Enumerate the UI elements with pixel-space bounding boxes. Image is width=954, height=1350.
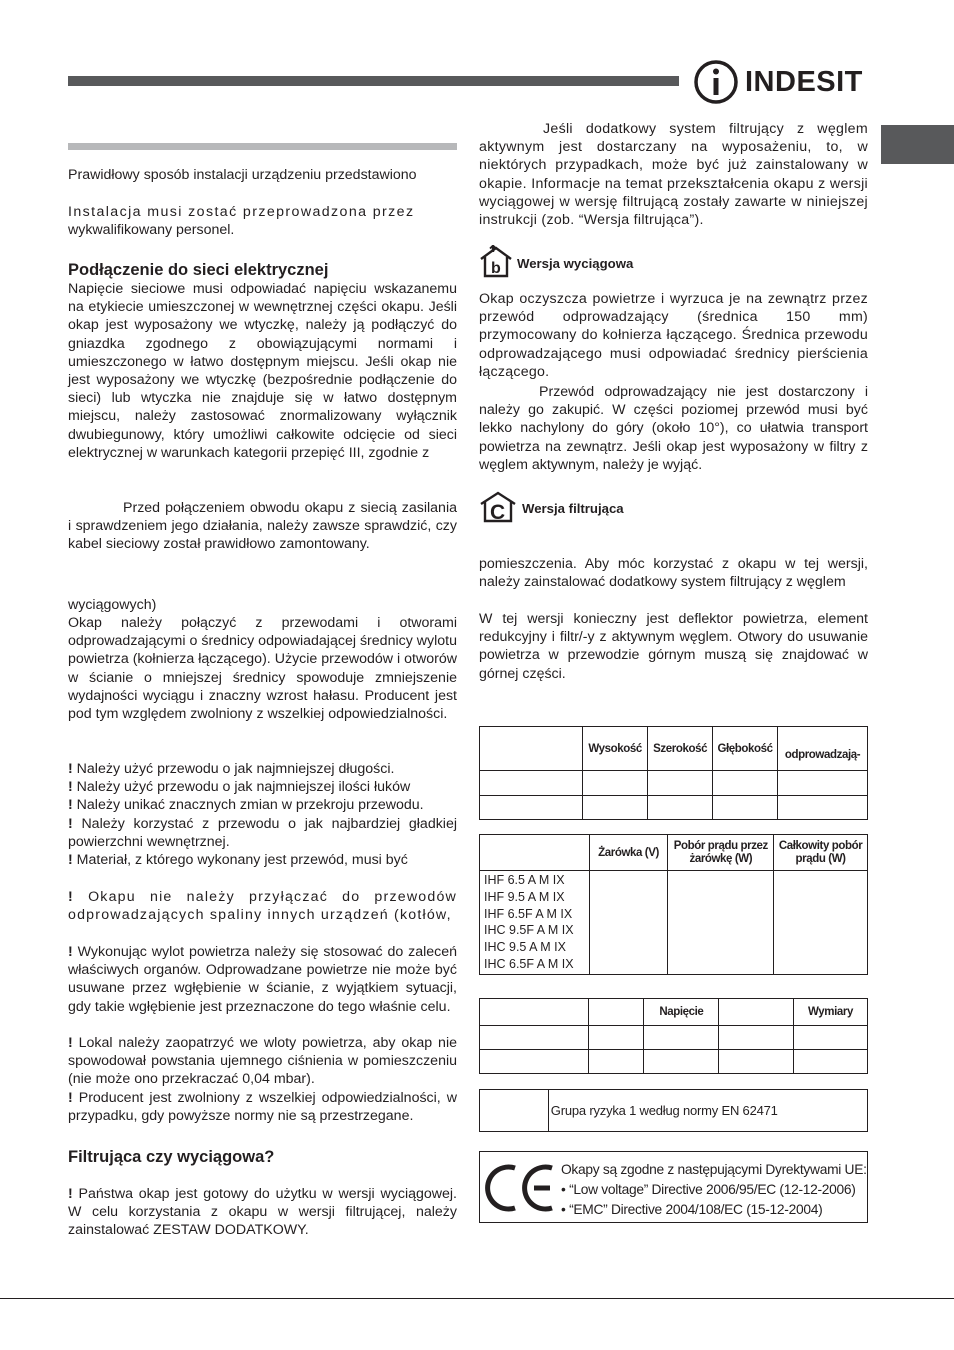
model-name: IHF 6.5F A M IX <box>484 906 573 921</box>
table-header-cell: Wymiary <box>794 999 868 1026</box>
carbon-filter-intro: Jeśli dodatkowy system filtrujący z węglem aktywnym jest dostarczany na wyposażeniu, to, w niektórych przypadkach, może być już zainstalowany w okapie. Informacje na temat przekształcenia okapu z wersji wyciągowej w wersję filtrującą zostały zawarte w niniejszej instrukcji (zob. “Wersja filtrująca”). <box>479 121 868 229</box>
ce-mark-icon <box>484 1162 556 1214</box>
indesit-logo-icon <box>693 59 739 105</box>
intro-text: Prawidłowy sposób instalacji urządzeniu przedstawiono <box>68 167 417 183</box>
table-header-cell: Pobór prądu przez żarówkę (W) <box>668 835 774 871</box>
ce-text <box>561 1160 867 1220</box>
filter-question-text: ! Państwa okap jest gotowy do użytku w wersji wyciągowej. W celu korzystania z okapu w wersji filtrującej, należy zainstalować ZESTAW DODATKOWY. <box>68 1186 457 1239</box>
table-row <box>480 1090 868 1132</box>
ce-directive: • “Low voltage” Directive 2006/95/EC (12-12-2006) <box>561 1182 856 1197</box>
ce-directive: • “EMC” Directive 2004/108/EC (15-12-2004) <box>561 1202 823 1217</box>
model-name: IHF 6.5 A M IX <box>484 873 565 887</box>
voltage-table <box>479 998 868 1074</box>
table-header-cell: Głębokość <box>713 727 778 771</box>
list-item: ! Należy unikać znacznych zmian w przekroju przewodu. <box>68 797 424 814</box>
list-item: ! Materiał, z którego wykonany jest przewód, musi być <box>68 852 408 869</box>
table-header-cell <box>588 999 644 1026</box>
table-header-row <box>480 835 868 871</box>
table-row <box>480 871 868 975</box>
installation-note-1: Instalacja musi zostać przeprowadzona przez <box>68 204 415 220</box>
model-name: IHF 9.5 A M IX <box>484 889 565 904</box>
brand-name: INDESIT <box>745 65 863 98</box>
list-item: ! Należy korzystać z przewodu o jak najbardziej gładkiej powierzchni wewnętrznej. <box>68 815 457 850</box>
table-row <box>480 796 868 820</box>
header-bar <box>68 76 679 86</box>
filtering-version-title: Wersja filtrująca <box>522 501 624 516</box>
table-header-cell <box>480 835 590 871</box>
brand-logo <box>693 58 871 106</box>
table-header-cell <box>480 999 589 1026</box>
exhaust-bullets <box>68 760 457 869</box>
list-item: ! Należy użyć przewodu o jak najmniejszej ilości łuków <box>68 779 411 796</box>
table-row <box>480 771 868 796</box>
table-header-cell: Szerokość <box>648 727 713 771</box>
table-row <box>480 1050 868 1074</box>
ce-declaration <box>479 1151 868 1223</box>
section-title-bar <box>68 143 457 150</box>
table-header-cell: Całkowity pobór prądu (W) <box>774 835 868 871</box>
table-header-row <box>480 999 868 1026</box>
warning-regulations: ! Wykonując wylot powietrza należy się stosować do zaleceń właściwych organów. Odprowadzane powietrze nie może być usuwane przez wgłębienie w ścianie, z wyjątkiem sytuacji, gdy takie wgłębienie jest przeznaczone do tego właśnie celu. <box>68 944 457 1015</box>
model-name: IHC 9.5 A M IX <box>484 940 566 955</box>
ce-intro: Okapy są zgodne z następującymi Dyrektywami UE: <box>561 1162 867 1177</box>
filtering-version-icon <box>479 490 517 524</box>
electrical-check-text: Przed połączeniem obwodu okapu z siecią zasilania i sprawdzeniem jego działania, należy zawsze sprawdzić, czy kabel sieciowy został prawidłowo zamontowany. <box>68 500 457 553</box>
lamp-table <box>479 834 868 975</box>
list-item: ! Należy użyć przewodu o jak najmniejszej długości. <box>68 761 395 777</box>
table-row <box>480 1026 868 1050</box>
risk-group-text: Grupa ryzyka 1 według normy EN 62471 <box>548 1090 867 1132</box>
filter-question-heading: Filtrująca czy wyciągowa? <box>68 1148 275 1166</box>
footer-line <box>0 1298 954 1299</box>
table-header-cell: Wysokość <box>583 727 648 771</box>
extraction-version-icon <box>479 245 513 279</box>
svg-text:b: b <box>491 260 501 277</box>
electrical-heading: Podłączenie do sieci elektrycznej <box>68 261 329 279</box>
extraction-version-text-2: Przewód odprowadzający nie jest dostarczony i należy go zakupić. W części poziomej przewód musi być lekko nachylony do góry (około 10°), co ułatwia transport powietrza na zewnątrz. Jeśli okap jest wyposażony w filtry z węglem aktywnym, należy je wyjąć. <box>479 384 868 473</box>
warning-flue: ! Okapu nie należy przyłączać do przewodów odprowadzających spaliny innych urządzeń (kotłów, <box>68 889 457 924</box>
table-header-cell: Napięcie <box>644 999 719 1026</box>
extraction-version-text: Okap oczyszcza powietrze i wyrzuca je na zewnątrz przez przewód odprowadzający (średnica 150 mm) przymocowany do kołnierza łączącego. Średnica przewodu odprowadzającego musi odpowiadać średnicy pierścienia łączącego. <box>479 291 868 380</box>
filtering-version-text: pomieszczenia. Aby móc korzystać z okapu w tej wersji, należy zainstalować dodatkowy system filtrujący z węglem <box>479 556 868 591</box>
risk-group-table <box>479 1089 868 1132</box>
exhaust-text: Okap należy połączyć z przewodami i otworami odprowadzającymi o średnicy odpowiadającej średnicy wylotu powietrza (kołnierza łączącego). Użycie przewodów i otworów w ścianie o mniejszej średnicy spowoduje zmniejszenie wydajności wyciągu i znaczny wzrost hałasu. Producent jest pod tym względem zwolniony z wszelkiej odpowiedzialności. <box>68 615 457 723</box>
table-header-cell <box>480 727 583 771</box>
electrical-text: Napięcie sieciowe musi odpowiadać napięciu wskazanemu na etykiecie umieszczonej w wewnętrznej części okapu. Jeśli okap jest wyposażony we wtyczkę, należy ją podłączyć do gniazdka zgodnego z obowiązującymi normami i umieszczonego w łatwo dostępnym miejscu. Jeśli okap nie jest wyposażony we wtyczkę (bezpośrednie podłączenie do sieci) lub wtyczka nie znajduje się w łatwo dostępnym miejscu, należy zastosować znormalizowany wyłącznik dwubiegunowy, który umożliwi całkowite odcięcie od sieci elektrycznej w warunkach kategorii przepięć III, zgodnie z <box>68 281 457 461</box>
extraction-version-title: Wersja wyciągowa <box>517 256 634 271</box>
model-list-cell <box>480 871 590 975</box>
table-header-cell: Żarówka (V) <box>589 835 668 871</box>
warning-air-inlets: ! Lokal należy zaopatrzyć we wloty powietrza, aby okap nie spowodował powstania ujemnego ciśnienia w pomieszczeniu (nie może ono przekraczać 0,04 mbar). <box>68 1035 457 1088</box>
model-name: IHC 6.5F A M IX <box>484 956 574 971</box>
warning-liability: ! Producent jest zwolniony z wszelkiej odpowiedzialności, w przypadku, gdy powyższe normy nie są przestrzegane. <box>68 1090 457 1125</box>
model-name: IHC 9.5F A M IX <box>484 923 574 938</box>
exhaust-label: wyciągowych) <box>68 597 157 613</box>
dimensions-table <box>479 726 868 820</box>
language-tab <box>881 125 954 164</box>
svg-text:C: C <box>490 501 506 524</box>
table-header-row <box>480 727 868 771</box>
filtering-version-text-2: W tej wersji konieczny jest deflektor powietrza, element redukcyjny i filtr/-y z aktywnym węglem. Otwory do usuwanie powietrza w przewodzie górnym muszą się znajdować w górnej części. <box>479 611 868 682</box>
table-header-cell: odprowadzają- <box>778 727 868 771</box>
installation-note-2: wykwalifikowany personel. <box>68 222 235 238</box>
table-header-cell <box>719 999 794 1026</box>
